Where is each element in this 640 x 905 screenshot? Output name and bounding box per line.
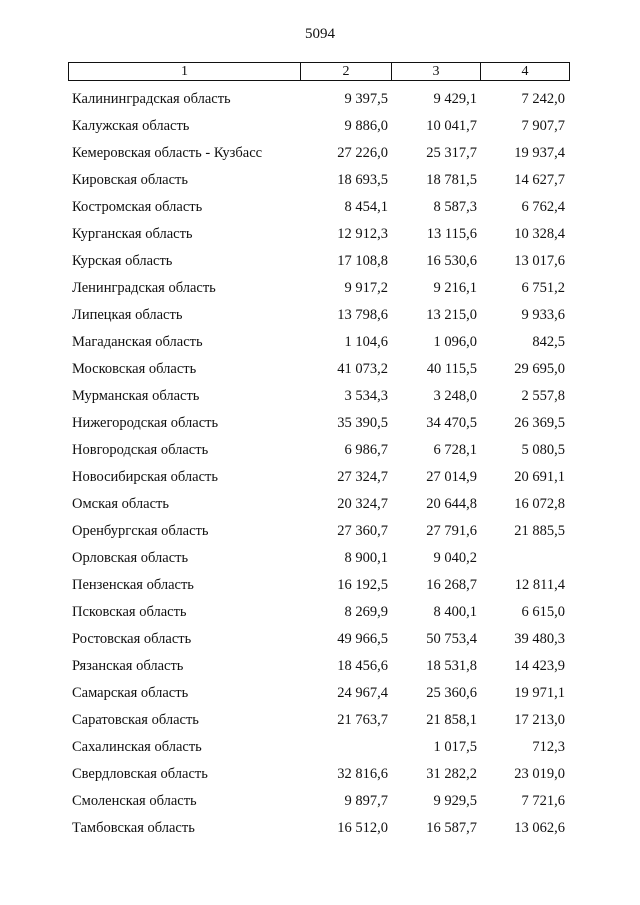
region-name-cell: Орловская область [72, 550, 189, 566]
value-col3-cell: 21 858,1 [426, 712, 477, 728]
region-name-cell: Курская область [72, 253, 173, 269]
value-col4-cell: 5 080,5 [521, 442, 565, 458]
value-col3-cell: 25 360,6 [426, 685, 477, 701]
value-col4-cell: 712,3 [532, 739, 565, 755]
value-col4-cell: 29 695,0 [514, 361, 565, 377]
value-col4-cell: 14 423,9 [514, 658, 565, 674]
value-col3-cell: 16 587,7 [426, 820, 477, 836]
value-col4-cell: 19 937,4 [514, 145, 565, 161]
page-number: 5094 [305, 26, 335, 42]
region-name-cell: Липецкая область [72, 307, 183, 323]
value-col2-cell: 16 192,5 [337, 577, 388, 593]
value-col2-cell: 21 763,7 [337, 712, 388, 728]
region-name-cell: Калужская область [72, 118, 190, 134]
region-name-cell: Новосибирская область [72, 469, 218, 485]
region-name-cell: Пензенская область [72, 577, 194, 593]
table-row [68, 815, 570, 842]
table-header [68, 62, 570, 81]
region-name-cell: Мурманская область [72, 388, 200, 404]
value-col3-cell: 18 531,8 [426, 658, 477, 674]
value-col2-cell: 18 693,5 [337, 172, 388, 188]
value-col2-cell: 17 108,8 [337, 253, 388, 269]
value-col3-cell: 9 040,2 [433, 550, 477, 566]
region-name-cell: Новгородская область [72, 442, 209, 458]
column-header-3: 3 [392, 63, 481, 80]
table-body [68, 86, 570, 842]
value-col3-cell: 6 728,1 [433, 442, 477, 458]
table-row [68, 491, 570, 518]
value-col3-cell: 9 216,1 [433, 280, 477, 296]
value-col2-cell: 1 104,6 [344, 334, 388, 350]
region-name-cell: Смоленская область [72, 793, 197, 809]
region-name-cell: Курганская область [72, 226, 193, 242]
value-col3-cell: 16 530,6 [426, 253, 477, 269]
table-row [68, 140, 570, 167]
value-col3-cell: 9 429,1 [433, 91, 477, 107]
value-col3-cell: 18 781,5 [426, 172, 477, 188]
value-col3-cell: 40 115,5 [426, 361, 477, 377]
value-col2-cell: 12 912,3 [337, 226, 388, 242]
value-col4-cell: 20 691,1 [514, 469, 565, 485]
value-col2-cell: 9 897,7 [344, 793, 388, 809]
region-name-cell: Самарская область [72, 685, 189, 701]
table-row [68, 626, 570, 653]
table-row [68, 518, 570, 545]
value-col4-cell: 17 213,0 [514, 712, 565, 728]
value-col3-cell: 8 400,1 [433, 604, 477, 620]
table-row [68, 464, 570, 491]
value-col4-cell: 6 615,0 [521, 604, 565, 620]
value-col2-cell: 8 269,9 [344, 604, 388, 620]
value-col3-cell: 13 115,6 [426, 226, 477, 242]
table-row [68, 707, 570, 734]
table-row [68, 356, 570, 383]
table-row [68, 572, 570, 599]
value-col2-cell: 9 917,2 [344, 280, 388, 296]
value-col4-cell: 7 721,6 [521, 793, 565, 809]
region-name-cell: Рязанская область [72, 658, 184, 674]
value-col2-cell: 27 324,7 [337, 469, 388, 485]
table-row [68, 302, 570, 329]
value-col4-cell: 39 480,3 [514, 631, 565, 647]
column-header-4: 4 [521, 63, 529, 79]
value-col2-cell: 9 886,0 [344, 118, 388, 134]
column-header-2: 2 [301, 63, 392, 80]
region-name-cell: Сахалинская область [72, 739, 202, 755]
value-col4-cell: 7 907,7 [521, 118, 565, 134]
region-name-cell: Магаданская область [72, 334, 203, 350]
value-col3-cell: 27 014,9 [426, 469, 477, 485]
region-name-cell: Ростовская область [72, 631, 192, 647]
table-row [68, 788, 570, 815]
value-col3-cell: 34 470,5 [426, 415, 477, 431]
value-col4-cell: 6 751,2 [521, 280, 565, 296]
value-col2-cell: 49 966,5 [337, 631, 388, 647]
value-col3-cell: 9 929,5 [433, 793, 477, 809]
table-row [68, 761, 570, 788]
region-name-cell: Ленинградская область [72, 280, 216, 296]
value-col2-cell: 9 397,5 [344, 91, 388, 107]
value-col3-cell: 25 317,7 [426, 145, 477, 161]
value-col3-cell: 13 215,0 [426, 307, 477, 323]
value-col2-cell: 24 967,4 [337, 685, 388, 701]
table-row [68, 248, 570, 275]
column-header-1: 1 [69, 63, 301, 80]
region-name-cell: Свердловская область [72, 766, 208, 782]
value-col2-cell: 8 900,1 [344, 550, 388, 566]
table-row [68, 734, 570, 761]
value-col2-cell: 41 073,2 [337, 361, 388, 377]
value-col4-cell: 16 072,8 [514, 496, 565, 512]
value-col3-cell: 27 791,6 [426, 523, 477, 539]
value-col4-cell: 19 971,1 [514, 685, 565, 701]
region-name-cell: Саратовская область [72, 712, 199, 728]
table-row [68, 221, 570, 248]
region-name-cell: Калининградская область [72, 91, 231, 107]
value-col2-cell: 18 456,6 [337, 658, 388, 674]
value-col3-cell: 8 587,3 [433, 199, 477, 215]
value-col4-cell: 23 019,0 [514, 766, 565, 782]
table-row [68, 653, 570, 680]
value-col2-cell: 27 360,7 [337, 523, 388, 539]
value-col2-cell: 13 798,6 [337, 307, 388, 323]
value-col4-cell: 13 062,6 [514, 820, 565, 836]
value-col4-cell: 7 242,0 [521, 91, 565, 107]
value-col3-cell: 16 268,7 [426, 577, 477, 593]
value-col2-cell: 8 454,1 [344, 199, 388, 215]
value-col2-cell: 6 986,7 [344, 442, 388, 458]
region-name-cell: Кемеровская область - Кузбасс [72, 145, 263, 161]
table-row [68, 410, 570, 437]
value-col4-cell: 2 557,8 [521, 388, 565, 404]
table-row [68, 194, 570, 221]
table-row [68, 680, 570, 707]
value-col2-cell: 27 226,0 [337, 145, 388, 161]
region-name-cell: Омская область [72, 496, 169, 512]
table-row [68, 599, 570, 626]
table-row [68, 329, 570, 356]
region-name-cell: Псковская область [72, 604, 187, 620]
table-row [68, 383, 570, 410]
table-row [68, 113, 570, 140]
table-row [68, 437, 570, 464]
value-col2-cell: 16 512,0 [337, 820, 388, 836]
table-row [68, 545, 570, 572]
region-name-cell: Оренбургская область [72, 523, 209, 539]
value-col4-cell: 842,5 [532, 334, 565, 350]
table-row [68, 275, 570, 302]
value-col4-cell: 6 762,4 [521, 199, 565, 215]
region-name-cell: Кировская область [72, 172, 189, 188]
value-col2-cell: 32 816,6 [337, 766, 388, 782]
value-col4-cell: 12 811,4 [514, 577, 565, 593]
value-col3-cell: 31 282,2 [426, 766, 477, 782]
value-col3-cell: 1 017,5 [433, 739, 477, 755]
value-col3-cell: 20 644,8 [426, 496, 477, 512]
region-name-cell: Тамбовская область [72, 820, 195, 836]
region-name-cell: Московская область [72, 361, 197, 377]
value-col2-cell: 35 390,5 [337, 415, 388, 431]
value-col4-cell: 21 885,5 [514, 523, 565, 539]
value-col2-cell: 3 534,3 [344, 388, 388, 404]
value-col4-cell: 13 017,6 [514, 253, 565, 269]
value-col3-cell: 50 753,4 [426, 631, 477, 647]
value-col4-cell: 26 369,5 [514, 415, 565, 431]
value-col3-cell: 1 096,0 [433, 334, 477, 350]
value-col3-cell: 3 248,0 [433, 388, 477, 404]
table-row [68, 167, 570, 194]
region-name-cell: Нижегородская область [72, 415, 219, 431]
value-col4-cell: 14 627,7 [514, 172, 565, 188]
value-col4-cell: 10 328,4 [514, 226, 565, 242]
region-name-cell: Костромская область [72, 199, 203, 215]
value-col4-cell: 9 933,6 [521, 307, 565, 323]
value-col2-cell: 20 324,7 [337, 496, 388, 512]
value-col3-cell: 10 041,7 [426, 118, 477, 134]
table-row [68, 86, 570, 113]
